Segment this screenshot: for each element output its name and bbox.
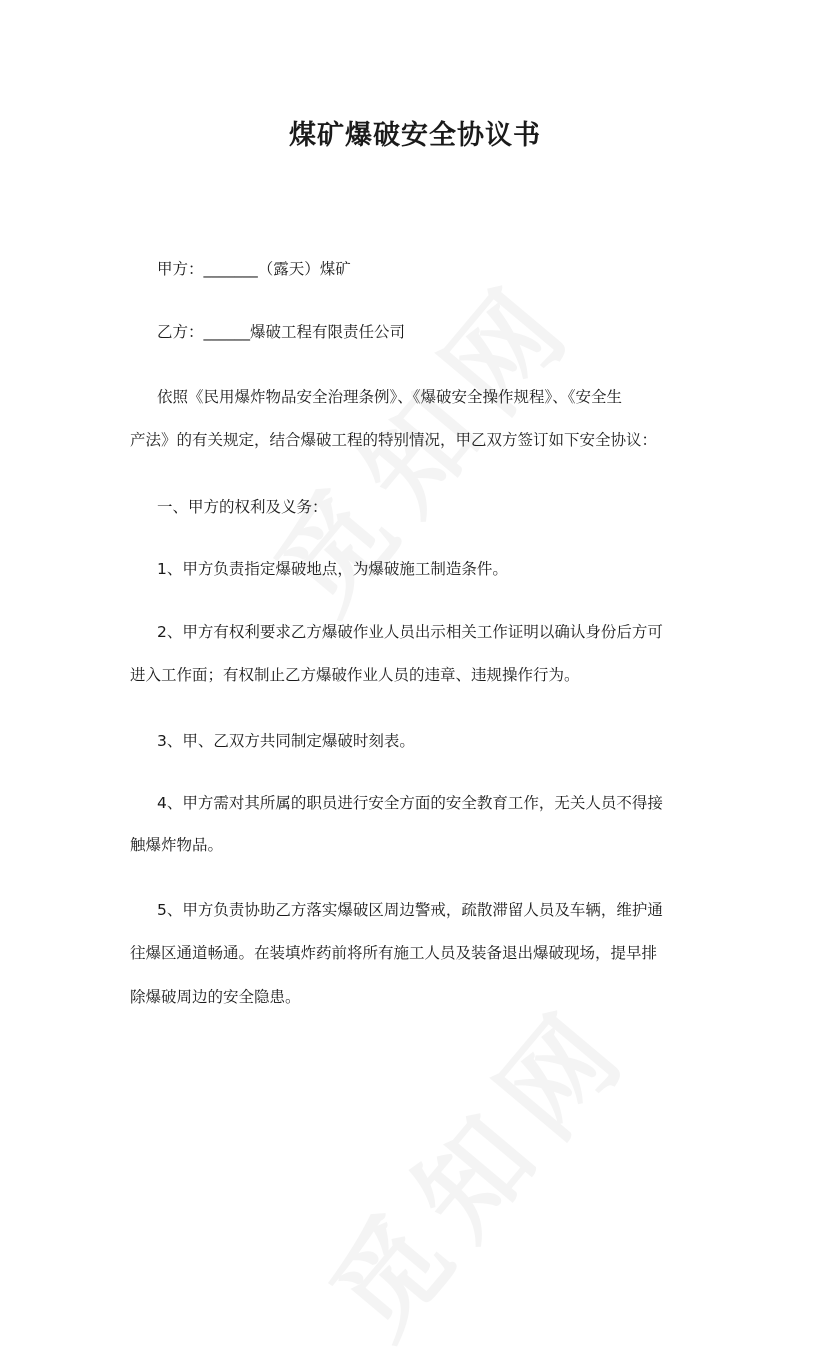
section1-heading: 一、甲方的权利及义务： bbox=[157, 498, 328, 516]
party-a-line: 甲方：_______（露天）煤矿 bbox=[157, 260, 351, 278]
item-3: 3、甲、乙双方共同制定爆破时刻表。 bbox=[157, 732, 415, 750]
party-b-line: 乙方：______爆破工程有限责任公司 bbox=[157, 323, 406, 341]
item-4-line-1: 4、甲方需对其所属的职员进行安全方面的安全教育工作，无关人员不得接 bbox=[157, 794, 663, 812]
intro-line-2: 产法》的有关规定，结合爆破工程的特别情况，甲乙双方签订如下安全协议： bbox=[130, 431, 658, 449]
item-4-line-2: 触爆炸物品。 bbox=[130, 836, 224, 854]
item-1: 1、甲方负责指定爆破地点，为爆破施工制造条件。 bbox=[157, 560, 508, 578]
item-5-line-1: 5、甲方负责协助乙方落实爆破区周边警戒，疏散滞留人员及车辆，维护通 bbox=[157, 901, 663, 919]
watermark bbox=[289, 964, 661, 1364]
item-2-line-1: 2、甲方有权利要求乙方爆破作业人员出示相关工作证明以确认身份后方可 bbox=[157, 623, 663, 641]
item-5-line-2: 往爆区通道畅通。在装填炸药前将所有施工人员及装备退出爆破现场，提早排 bbox=[130, 944, 658, 962]
document-title: 煤矿爆破安全协议书 bbox=[289, 120, 541, 151]
intro-line-1: 依照《民用爆炸物品安全治理条例》、《爆破安全操作规程》、《安全生 bbox=[157, 388, 623, 406]
item-2-line-2: 进入工作面；有权制止乙方爆破作业人员的违章、违规操作行为。 bbox=[130, 666, 580, 684]
item-5-line-3: 除爆破周边的安全隐患。 bbox=[130, 988, 301, 1006]
